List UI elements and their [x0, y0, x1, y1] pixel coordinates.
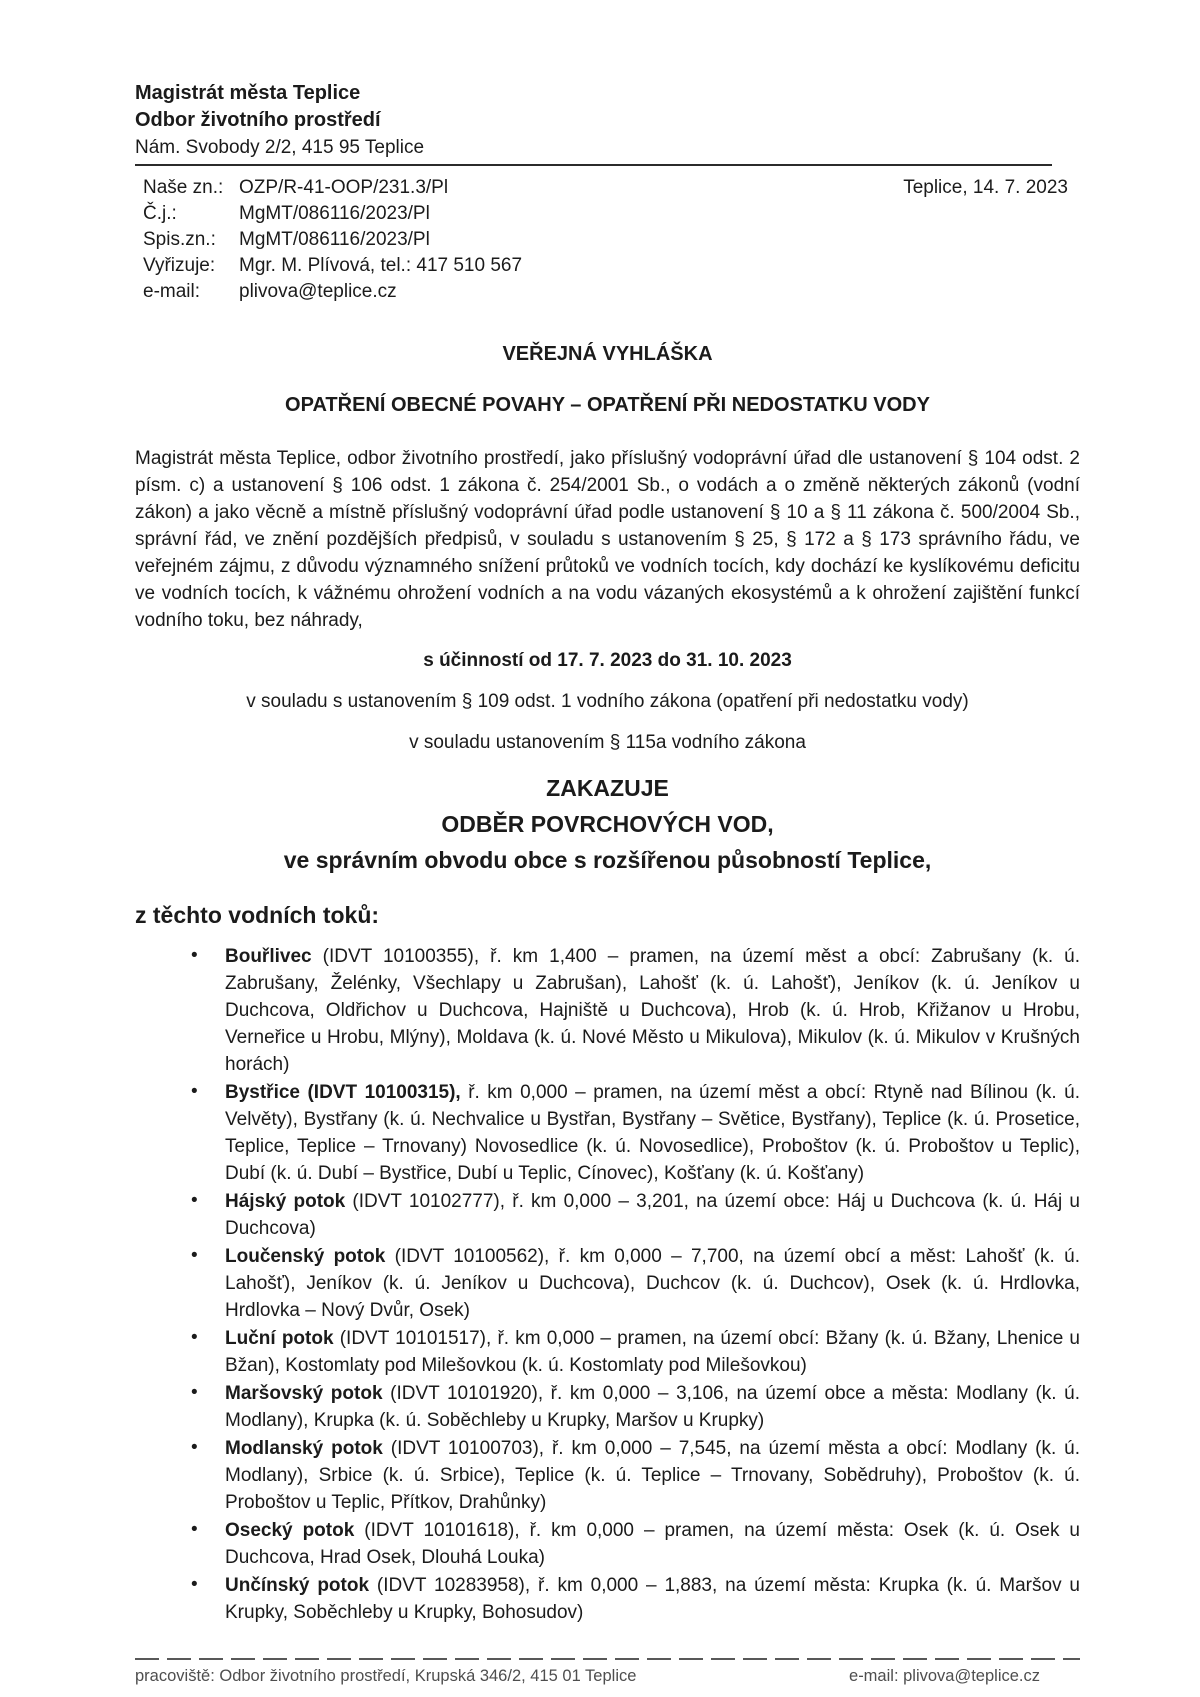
bullet-icon: • [191, 1327, 198, 1348]
meta-value: MgMT/086116/2023/Pl [239, 203, 430, 224]
stream-desc: (IDVT 10100562), ř. km 0,000 – 7,700, na území obcí a měst: Lahošť (k. ú. Lahošť), Jeníkov (k. ú. Jeníkov u Duchcova), Duchcov (k. ú. Duchcov), Osek (k. ú. Hrdlovka, Hrdlovka – Nový Dvůr, Osek) [225, 1246, 1081, 1321]
footer-workplace: pracoviště: Odbor životního prostředí, Krupská 346/2, 415 01 Teplice [135, 1667, 637, 1685]
meta-value: Mgr. M. Plívová, tel.: 417 510 567 [239, 255, 523, 276]
bullet-icon: • [191, 945, 198, 966]
meta-label: Spis.zn.: [143, 229, 216, 250]
intro-paragraph: Magistrát města Teplice, odbor životního prostředí, jako příslušný vodoprávní úřad dle ustanovení § 104 odst. 2 písm. c) a ustanovení § 106 odst. 1 zákona č. 254/2001 Sb., o vodách a o změně některých zákonů (vodní zákon) a jako věcně a místně příslušný vodoprávní úřad podle ustanovení § 10 a § 11 zákona č. 500/2004 Sb., správní řád, ve znění pozdějších předpisů, v souladu s ustanovením § 25, § 172 a § 173 správního řádu, ve veřejném zájmu, z důvodu významného snížení průtoků ve vodních tocích, kdy dochází ke kyslíkovému deficitu ve vodních tocích, k vážnému ohrožení vodních a na vodu vázaných ekosystémů a k ohrožení zajištění funkcí vodního toku, bez náhrady, [135, 448, 1080, 631]
stream-desc: (IDVT 10100355), ř. km 1,400 – pramen, na území měst a obcí: Zabrušany (k. ú. Zabrušany, Želénky, Všechlapy u Zabrušan), Lahošť (k. ú. Lahošť), Jeníkov (k. ú. Jeníkov u Duchcova, Oldřichov u Duchcova, Hajniště u Duchcova), Hrob (k. ú. Hrob, Křižanov u Hrobu, Verneřice u Hrobu, Mlýny), Moldava (k. ú. Nové Město u Mikulova), Mikulov (k. ú. Mikulov v Krušných horách) [225, 946, 1080, 1075]
doc-subtitle: OPATŘENÍ OBECNÉ POVAHY – OPATŘENÍ PŘI NEDOSTATKU VODY [285, 394, 930, 416]
place-date: Teplice, 14. 7. 2023 [903, 177, 1068, 198]
stream-desc: ř. km 0,000 – pramen, na území měst a obcí: Rtyně nad Bílinou (k. ú. Velvěty), Bystřany (k. ú. Nechvalice u Bystřan, Bystřany – Světice, Bystřany), Teplice (k. ú. Prosetice, Teplice, Teplice – Trnovany) Novosedlice (k. ú. Novosedlice), Proboštov (k. ú. Proboštov u Teplic), Dubí (k. ú. Dubí – Bystřice, Dubí u Teplic, Cínovec), Košťany (k. ú. Košťany) [225, 1082, 1080, 1184]
stream-name: Luční potok [225, 1328, 334, 1349]
page-footer [135, 1658, 1080, 1687]
list-item [135, 1435, 1080, 1516]
stream-text [225, 1246, 1080, 1321]
footer-email: e-mail: plivova@teplice.cz [849, 1667, 1040, 1685]
stream-desc: (IDVT 10101517), ř. km 0,000 – pramen, na území obcí: Bžany (k. ú. Bžany, Lhenice u Bžan), Kostomlaty pod Milešovkou (k. ú. Kostomlaty pod Milešovkou) [225, 1328, 1081, 1376]
bullet-icon: • [191, 1519, 198, 1540]
bullet-icon: • [191, 1245, 198, 1266]
list-item [135, 1380, 1080, 1434]
list-item [135, 1079, 1080, 1187]
list-item [135, 1325, 1080, 1379]
meta-row-cj [135, 201, 1080, 227]
legal-line-109: v souladu s ustanovením § 109 odst. 1 vodního zákona (opatření při nedostatku vody) [246, 691, 969, 712]
stream-desc: (IDVT 10101920), ř. km 0,000 – 3,106, na území obce a města: Modlany (k. ú. Modlany), Krupka (k. ú. Soběchleby u Krupky, Maršov u Krupky) [225, 1383, 1080, 1431]
ban-declaration [135, 770, 1080, 878]
footer-row [135, 1665, 1080, 1687]
bullet-icon: • [191, 1437, 198, 1458]
header-org-name: Magistrát města Teplice [135, 82, 361, 104]
stream-name: Osecký potok [225, 1520, 355, 1541]
bullet-icon: • [191, 1190, 198, 1211]
ban-scope: ve správním obvodu obce s rozšířenou působností Teplice, [283, 847, 932, 873]
bullet-icon: • [191, 1081, 198, 1102]
meta-value: OZP/R-41-OOP/231.3/Pl [239, 177, 449, 198]
meta-block [135, 175, 1080, 305]
stream-desc: (IDVT 10100703), ř. km 0,000 – 7,545, na území města a obcí: Modlany (k. ú. Modlany), Srbice (k. ú. Srbice), Teplice (k. ú. Teplice – Trnovany, Sobědruhy), Proboštov (k. ú. Proboštov u Teplic, Přítkov, Drahůnky) [225, 1438, 1080, 1513]
stream-name: Hájský potok [225, 1191, 346, 1212]
stream-name: Bystřice (IDVT 10100315), [225, 1082, 461, 1103]
stream-name: Modlanský potok [225, 1438, 383, 1459]
stream-name: Unčínský potok [225, 1575, 370, 1596]
legal-line-115a: v souladu ustanovením § 115a vodního zákona [409, 732, 806, 753]
doc-title: VEŘEJNÁ VYHLÁŠKA [502, 343, 713, 365]
stream-name: Bouřlivec [225, 946, 312, 967]
meta-label: Vyřizuje: [143, 255, 216, 276]
stream-text [225, 1520, 1080, 1568]
bullet-icon: • [191, 1574, 198, 1595]
meta-label: Naše zn.: [143, 177, 224, 198]
meta-row-nase-zn [135, 175, 1080, 201]
stream-text [225, 1383, 1080, 1431]
effectivity-line: s účinností od 17. 7. 2023 do 31. 10. 2023 [423, 650, 792, 671]
bullet-icon: • [191, 1382, 198, 1403]
meta-label: Č.j.: [143, 203, 177, 224]
footer-rule [135, 1658, 1080, 1660]
list-item [135, 1188, 1080, 1242]
streams-list [135, 943, 1080, 1626]
header-address: Nám. Svobody 2/2, 415 95 Teplice [135, 137, 425, 158]
list-item [135, 1517, 1080, 1571]
list-item [135, 1243, 1080, 1324]
meta-row-spis-zn [135, 227, 1080, 253]
stream-text [225, 1191, 1080, 1239]
stream-desc: (IDVT 10101618), ř. km 0,000 – pramen, na území města: Osek (k. ú. Osek u Duchcova, Hrad Osek, Dlouhá Louka) [225, 1520, 1081, 1568]
header-department: Odbor životního prostředí [135, 109, 381, 131]
stream-text [225, 1082, 1080, 1184]
stream-text [225, 1328, 1080, 1376]
ban-object: ODBĚR POVRCHOVÝCH VOD, [441, 811, 774, 837]
meta-label: e-mail: [143, 281, 201, 302]
list-item [135, 1572, 1080, 1626]
stream-text [225, 1575, 1080, 1623]
stream-name: Maršovský potok [225, 1383, 383, 1404]
stream-name: Loučenský potok [225, 1246, 386, 1267]
list-item [135, 943, 1080, 1078]
meta-row-email [135, 279, 1080, 305]
stream-desc: (IDVT 10102777), ř. km 0,000 – 3,201, na území obce: Háj u Duchcova (k. ú. Háj u Duchcova) [225, 1191, 1080, 1239]
stream-text [225, 946, 1080, 1075]
ban-verb: ZAKAZUJE [546, 775, 669, 801]
stream-text [225, 1438, 1080, 1513]
meta-value: plivova@teplice.cz [239, 281, 397, 302]
meta-value: MgMT/086116/2023/Pl [239, 229, 430, 250]
section-heading: z těchto vodních toků: [135, 902, 380, 928]
header-rule [135, 164, 1052, 166]
stream-desc: (IDVT 10283958), ř. km 0,000 – 1,883, na území města: Krupka (k. ú. Maršov u Krupky, Soběchleby u Krupky, Bohosudov) [225, 1575, 1080, 1623]
meta-row-vyrizuje [135, 253, 1080, 279]
